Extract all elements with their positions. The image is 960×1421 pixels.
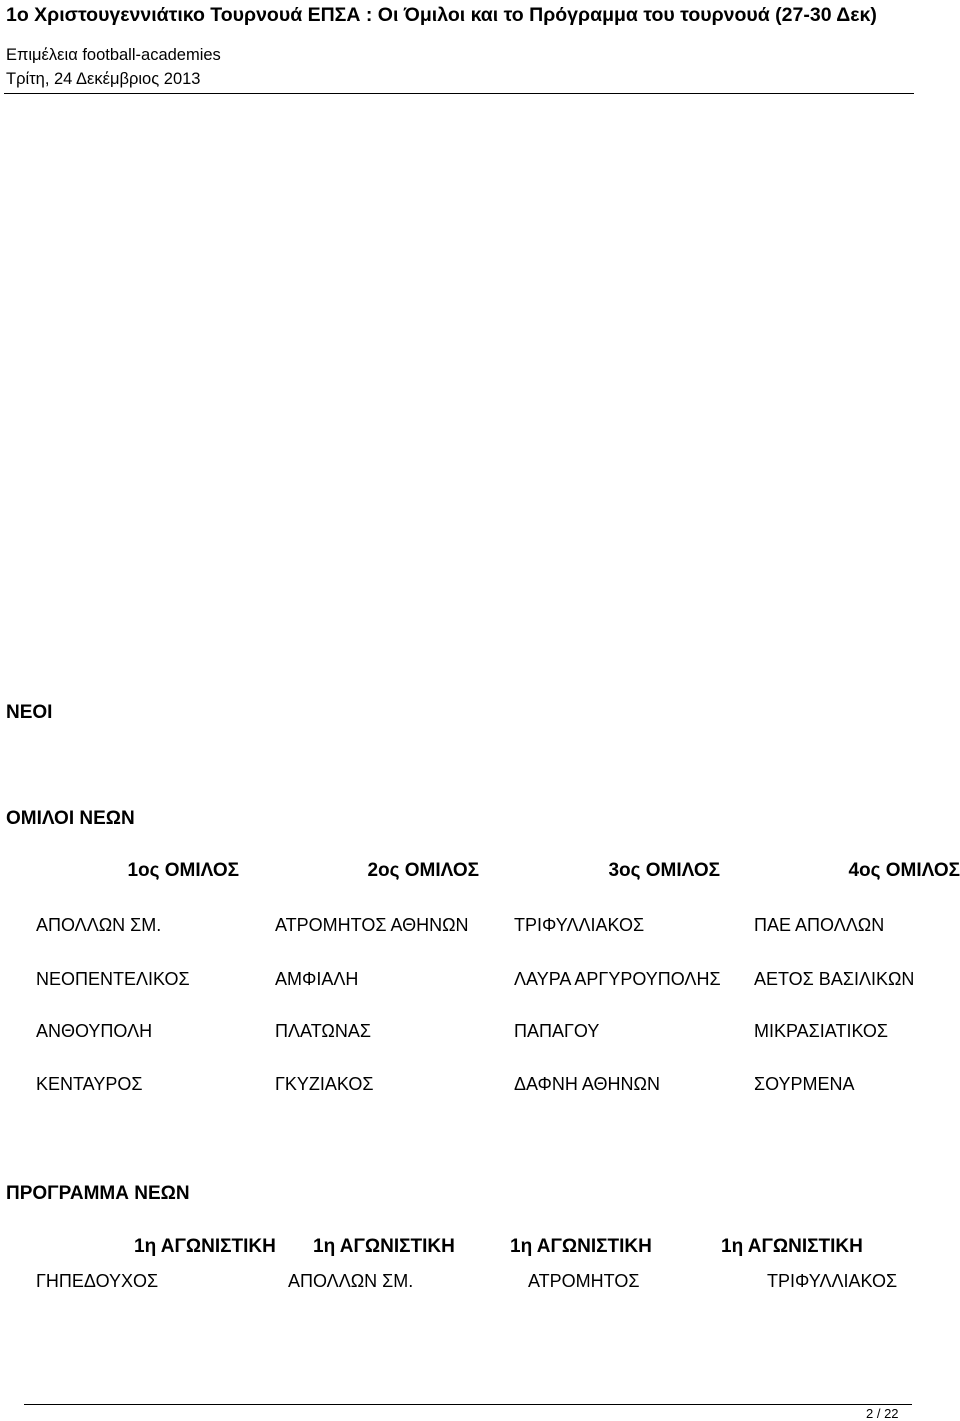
schedule-round-1: 1η ΑΓΩΝΙΣΤΙΚΗ (134, 1236, 276, 1257)
group-1-team-4: ΚΕΝΤΑΥΡΟΣ (36, 1074, 143, 1094)
category-heading: ΝΕΟΙ (6, 702, 53, 723)
author-line: Επιμέλεια football-academies (6, 46, 221, 64)
group-3-header: 3ος ΟΜΙΛΟΣ (608, 860, 720, 881)
group-3-team-3: ΠΑΠΑΓΟΥ (514, 1021, 600, 1041)
group-3-team-4: ΔΑΦΝΗ ΑΘΗΝΩΝ (514, 1074, 660, 1094)
group-4-team-3: ΜΙΚΡΑΣΙΑΤΙΚΟΣ (754, 1021, 889, 1041)
group-4-header: 4ος ΟΜΙΛΟΣ (848, 860, 960, 881)
header-divider (4, 93, 914, 94)
page-title: 1ο Χριστουγεννιάτικο Τουρνουά ΕΠΣΑ : Οι Όμιλοι και το Πρόγραμμα του τουρνουά (27-30 Δεκ) (6, 4, 877, 26)
group-2-team-2: ΑΜΦΙΑΛΗ (275, 969, 359, 989)
group-4-team-4: ΣΟΥΡΜΕΝΑ (754, 1074, 855, 1094)
schedule-team-1: ΓΗΠΕΔΟΥΧΟΣ (36, 1271, 159, 1291)
group-1-header: 1ος ΟΜΙΛΟΣ (127, 860, 239, 881)
group-4-team-1: ΠΑΕ ΑΠΟΛΛΩΝ (754, 915, 885, 935)
group-3-team-2: ΛΑΥΡΑ ΑΡΓΥΡΟΥΠΟΛΗΣ (514, 969, 721, 989)
schedule-team-3: ΑΤΡΟΜΗΤΟΣ (528, 1271, 640, 1291)
group-1-team-2: ΝΕΟΠΕΝΤΕΛΙΚΟΣ (36, 969, 190, 989)
schedule-team-2: ΑΠΟΛΛΩΝ ΣΜ. (288, 1271, 414, 1291)
schedule-team-4: ΤΡΙΦΥΛΛΙΑΚΟΣ (767, 1271, 898, 1291)
schedule-round-4: 1η ΑΓΩΝΙΣΤΙΚΗ (721, 1236, 863, 1257)
date-line: Τρίτη, 24 Δεκέμβριος 2013 (6, 70, 201, 88)
group-1-team-1: ΑΠΟΛΛΩΝ ΣΜ. (36, 915, 162, 935)
footer-divider (24, 1404, 912, 1405)
group-4-team-2: ΑΕΤΟΣ ΒΑΣΙΛΙΚΩΝ (754, 969, 915, 989)
group-2-team-4: ΓΚΥΖΙΑΚΟΣ (275, 1074, 374, 1094)
group-2-team-3: ΠΛΑΤΩΝΑΣ (275, 1021, 371, 1041)
group-2-header: 2ος ΟΜΙΛΟΣ (367, 860, 479, 881)
groups-heading: ΟΜΙΛΟΙ ΝΕΩΝ (6, 808, 135, 829)
group-2-team-1: ΑΤΡΟΜΗΤΟΣ ΑΘΗΝΩΝ (275, 915, 469, 935)
schedule-round-3: 1η ΑΓΩΝΙΣΤΙΚΗ (510, 1236, 652, 1257)
page-number: 2 / 22 (866, 1406, 899, 1421)
schedule-heading: ΠΡΟΓΡΑΜΜΑ ΝΕΩΝ (6, 1183, 190, 1204)
schedule-round-2: 1η ΑΓΩΝΙΣΤΙΚΗ (313, 1236, 455, 1257)
group-3-team-1: ΤΡΙΦΥΛΛΙΑΚΟΣ (514, 915, 645, 935)
group-1-team-3: ΑΝΘΟΥΠΟΛΗ (36, 1021, 153, 1041)
